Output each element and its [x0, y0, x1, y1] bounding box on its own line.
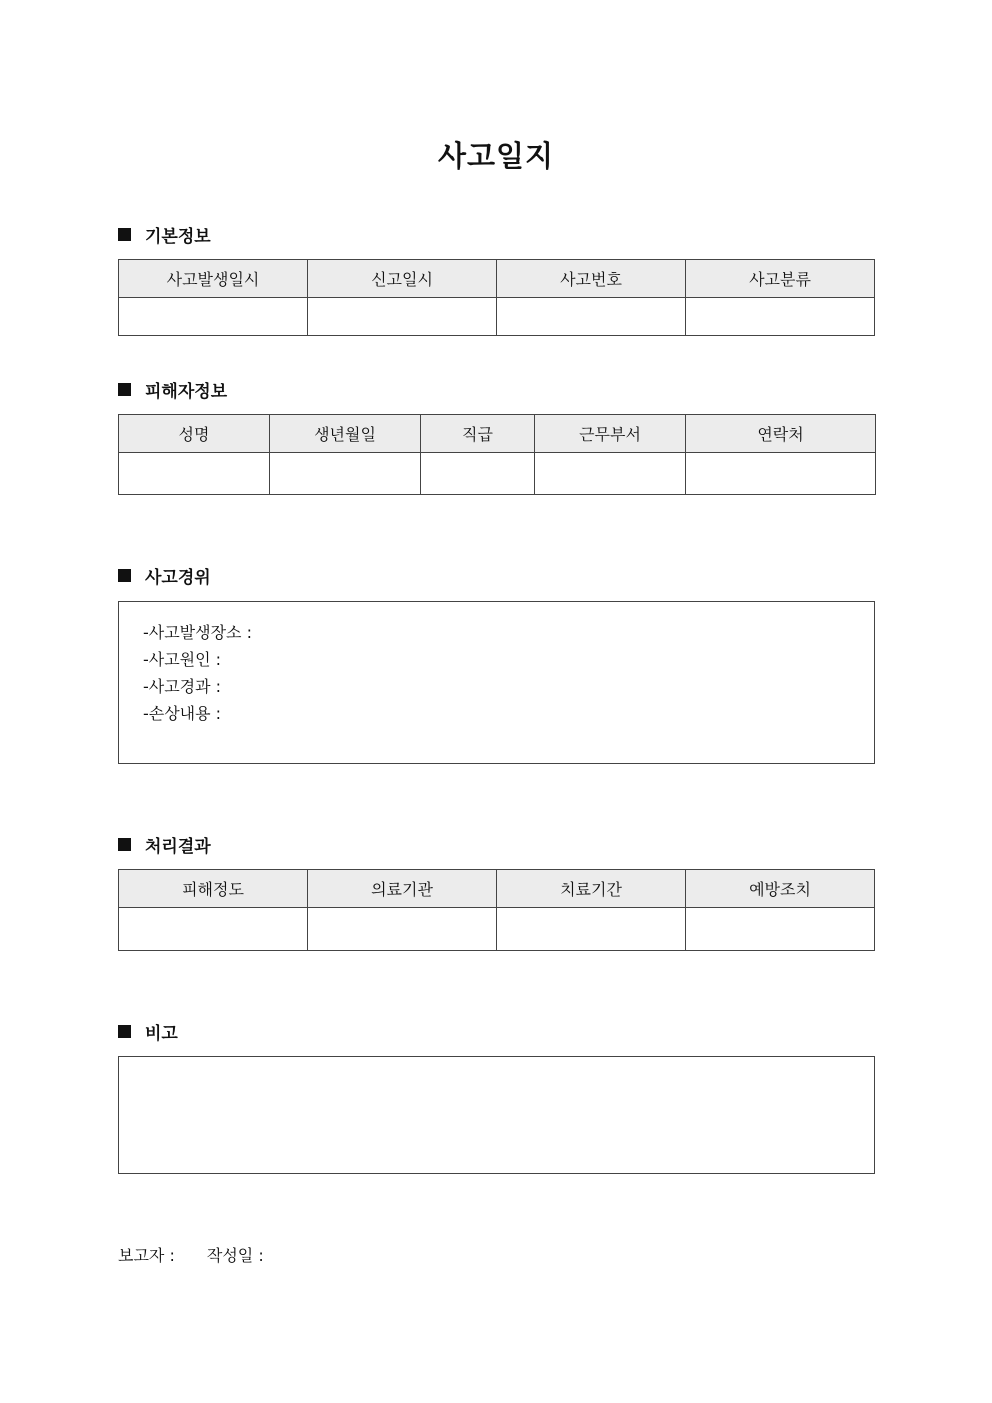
detail-line-location: -사고발생장소 : — [143, 623, 252, 642]
handling-result-table — [118, 869, 875, 951]
input-cell-contact[interactable] — [686, 453, 876, 495]
input-cell-treatment-period[interactable] — [497, 908, 686, 951]
section-title-handling-result — [118, 831, 211, 857]
input-cell-accident-number[interactable] — [497, 298, 686, 336]
section-title-text: 비고 — [145, 1023, 178, 1044]
header-cell: 연락처 — [686, 415, 876, 453]
square-bullet-icon — [118, 228, 131, 241]
square-bullet-icon — [118, 569, 131, 582]
detail-line-progress: -사고경과 : — [143, 677, 222, 696]
input-cell-name[interactable] — [119, 453, 270, 495]
section-title-text: 기본정보 — [145, 226, 211, 247]
header-cell: 사고번호 — [497, 260, 686, 298]
victim-info-table — [118, 414, 876, 495]
header-cell: 직급 — [421, 415, 535, 453]
input-cell-medical-institution[interactable] — [308, 908, 497, 951]
section-title-remarks — [118, 1018, 178, 1044]
square-bullet-icon — [118, 383, 131, 396]
header-cell: 근무부서 — [535, 415, 686, 453]
detail-line-damage: -손상내용 : — [143, 704, 222, 723]
input-cell-preventive-measures[interactable] — [686, 908, 875, 951]
section-title-text: 피해자정보 — [145, 381, 228, 402]
header-cell: 성명 — [119, 415, 270, 453]
date-label: 작성일 : — [206, 1246, 264, 1265]
reporter-field[interactable] — [175, 1243, 207, 1266]
signature-line — [118, 1243, 264, 1266]
header-cell: 치료기간 — [497, 870, 686, 908]
section-title-basic-info — [118, 221, 211, 247]
input-cell-accident-category[interactable] — [686, 298, 875, 336]
input-cell-position[interactable] — [421, 453, 535, 495]
square-bullet-icon — [118, 838, 131, 851]
accident-details-list — [119, 602, 874, 727]
detail-line-cause: -사고원인 : — [143, 650, 222, 669]
section-title-accident-details — [118, 562, 211, 588]
section-title-text: 사고경위 — [145, 567, 211, 588]
accident-details-box[interactable] — [118, 601, 875, 764]
header-cell: 신고일시 — [308, 260, 497, 298]
section-title-victim-info — [118, 376, 227, 402]
header-cell: 생년월일 — [270, 415, 421, 453]
header-cell: 사고발생일시 — [119, 260, 308, 298]
input-cell-accident-datetime[interactable] — [119, 298, 308, 336]
page-title: 사고일지 — [437, 139, 555, 173]
header-cell: 피해정도 — [119, 870, 308, 908]
input-cell-report-datetime[interactable] — [308, 298, 497, 336]
square-bullet-icon — [118, 1025, 131, 1038]
section-title-text: 처리결과 — [145, 836, 211, 857]
reporter-label: 보고자 : — [118, 1246, 175, 1265]
header-cell: 예방조치 — [686, 870, 875, 908]
remarks-box[interactable] — [118, 1056, 875, 1174]
header-cell: 사고분류 — [686, 260, 875, 298]
input-cell-birthdate[interactable] — [270, 453, 421, 495]
basic-info-table — [118, 259, 875, 336]
input-cell-damage-level[interactable] — [119, 908, 308, 951]
input-cell-department[interactable] — [535, 453, 686, 495]
header-cell: 의료기관 — [308, 870, 497, 908]
